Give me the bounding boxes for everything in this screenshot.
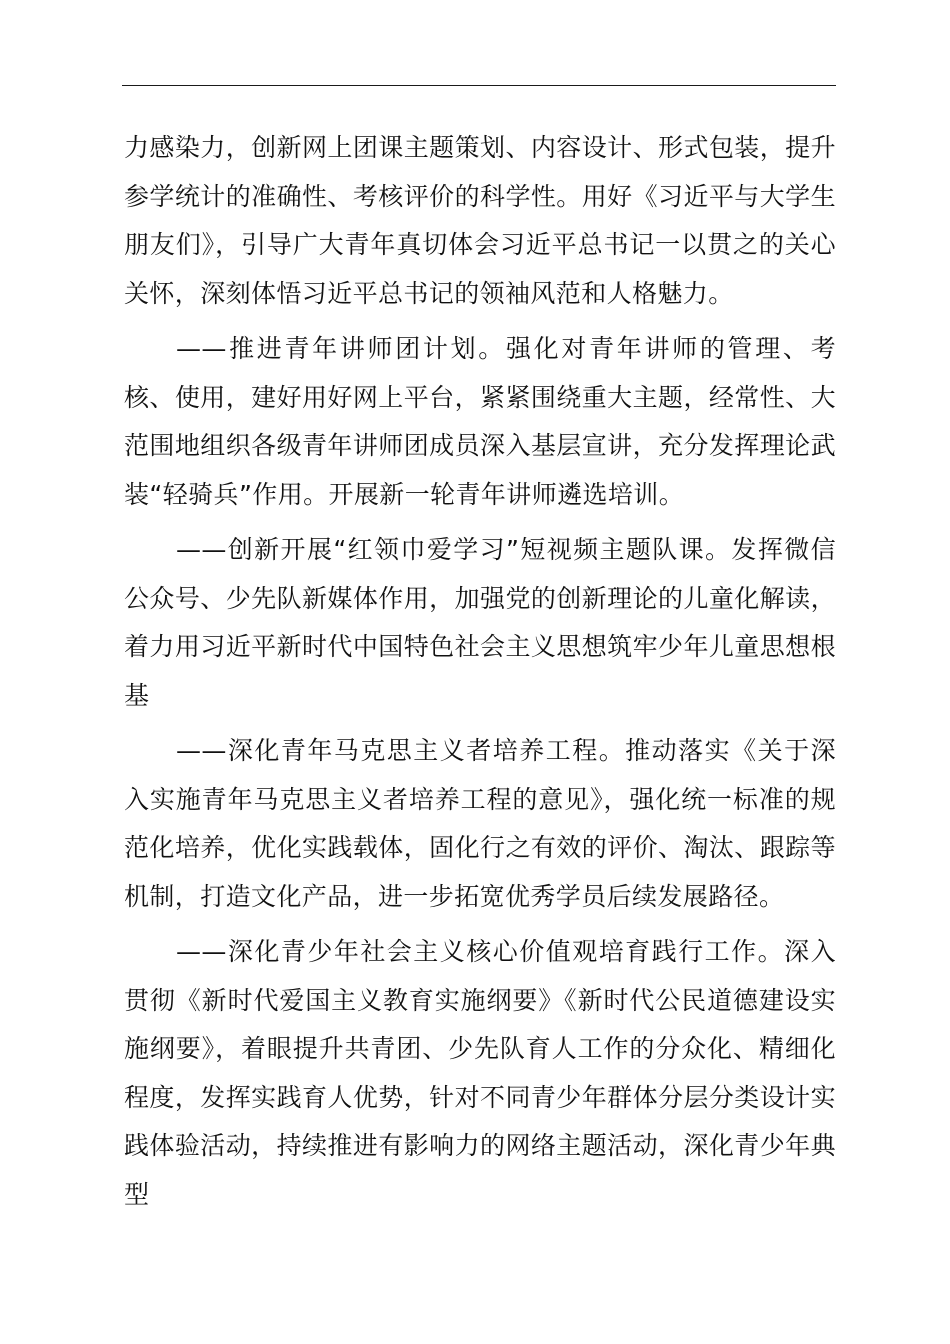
paragraph-continuation: 力感染力，创新网上团课主题策划、内容设计、形式包装，提升参学统计的准确性、考核评价的科学性。用好《习近平与大学生朋友们》，引导广大青年真切体会习近平总书记一以贯之的关心关怀，深刻体悟习近平总书记的领袖风范和人格魅力。: [124, 133, 836, 308]
paragraph-core-values-cultivation: ——深化青少年社会主义核心价值观培育践行工作。深入贯彻《新时代爱国主义教育实施纲要》《新时代公民道德建设实施纲要》，着眼提升共青团、少先队育人工作的分众化、精细化程度，发挥实践育人优势，针对不同青少年群体分层分类设计实践体验活动，持续推进有影响力的网络主题活动，深化青少年典型: [124, 937, 836, 1209]
paragraph-red-scarf-video-lessons: ——创新开展“红领巾爱学习”短视频主题队课。发挥微信公众号、少先队新媒体作用，加强党的创新理论的儿童化解读，着力用习近平新时代中国特色社会主义思想筑牢少年儿童思想根基: [124, 535, 836, 710]
paragraph-young-marxists-training: ——深化青年马克思主义者培养工程。推动落实《关于深入实施青年马克思主义者培养工程的意见》，强化统一标准的规范化培养，优化实践载体，固化行之有效的评价、淘汰、跟踪等机制，打造文化产品，进一步拓宽优秀学员后续发展路径。: [124, 736, 836, 911]
document-body: [124, 124, 836, 1219]
header-rule: [122, 85, 836, 86]
paragraph-youth-lecturer-program: ——推进青年讲师团计划。强化对青年讲师的管理、考核、使用，建好用好网上平台，紧紧围绕重大主题，经常性、大范围地组织各级青年讲师团成员深入基层宣讲，充分发挥理论武装“轻骑兵”作用。开展新一轮青年讲师遴选培训。: [124, 334, 836, 509]
